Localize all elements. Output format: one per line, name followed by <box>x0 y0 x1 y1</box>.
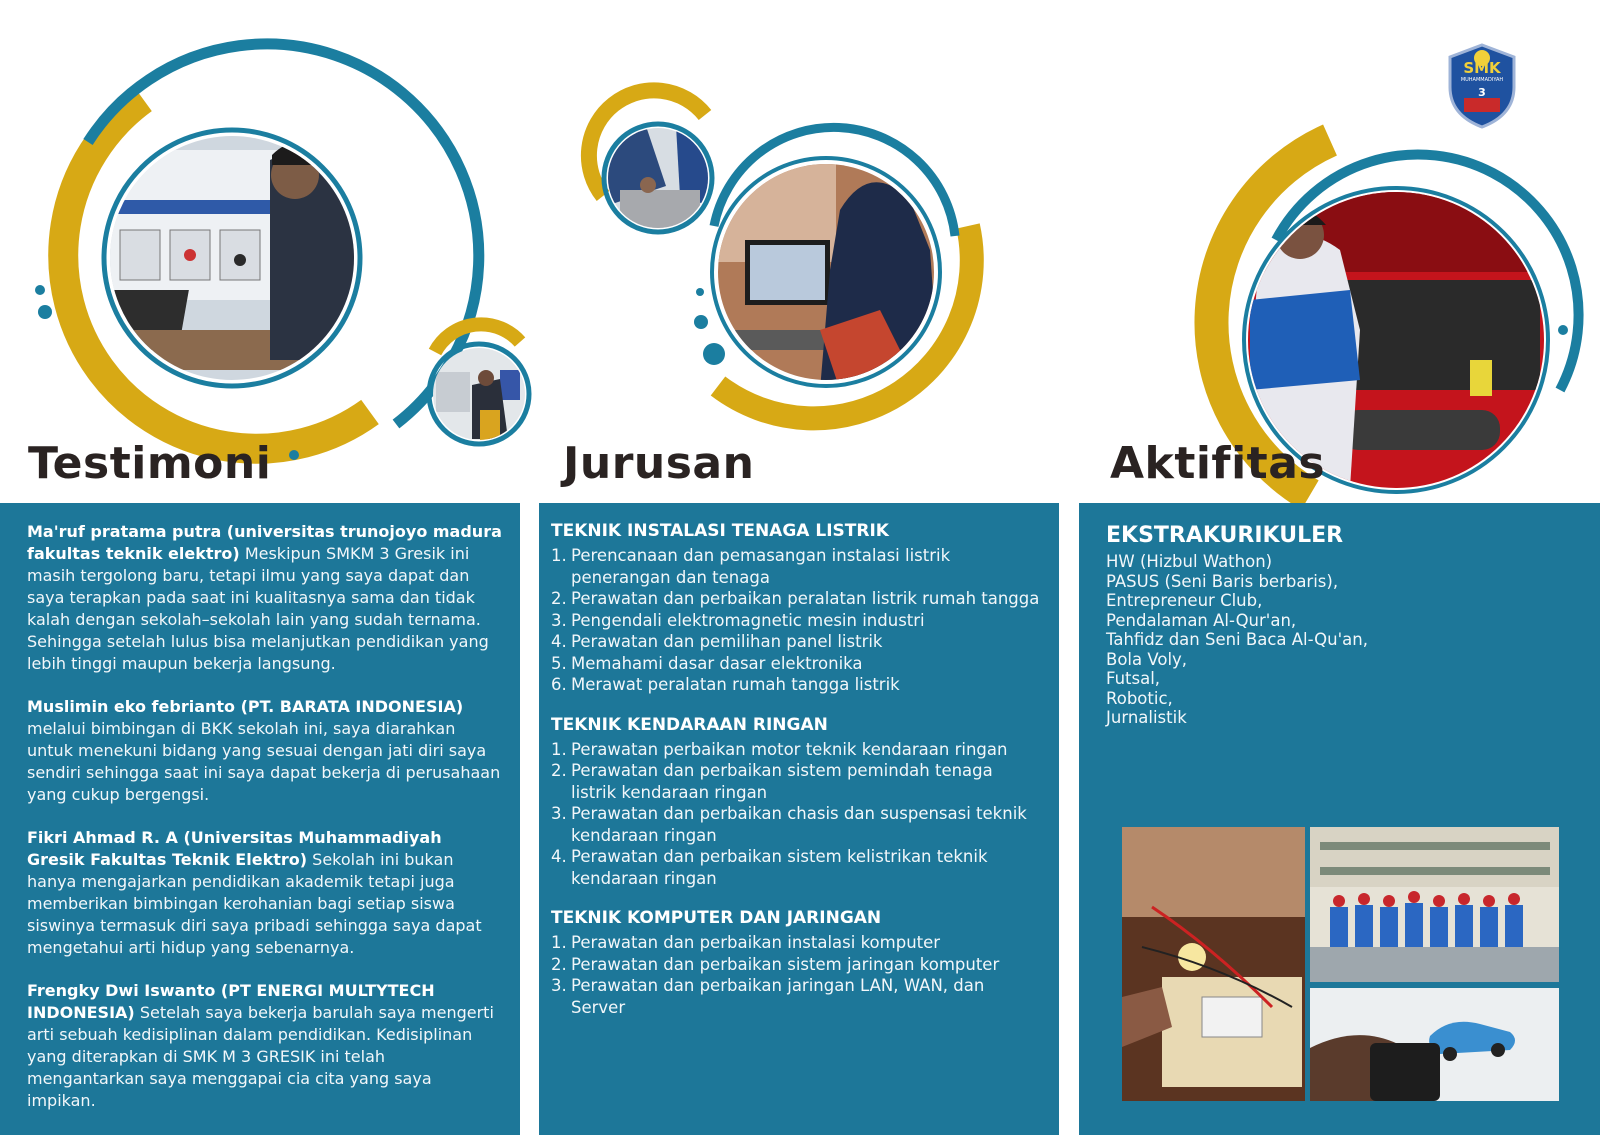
testimoni-text: melalui bimbingan di BKK sekolah ini, saya diarahkan untuk menekuni bidang yang sesuai dengan jati diri saya sendiri sehingga saat ini saya dapat bekerja di perusahaan yang cukup bergengsi. <box>27 719 501 804</box>
list-item: PASUS (Seni Baris berbaris), <box>1106 571 1339 591</box>
photo-group-students <box>1310 827 1559 982</box>
testimoni-panel <box>0 503 520 1135</box>
jurusan-panel <box>539 503 1059 1135</box>
heading-testimoni: Testimoni <box>28 438 272 489</box>
list-item: Robotic, <box>1106 688 1173 708</box>
list-item: 1. Perawatan dan perbaikan instalasi komputer <box>551 933 941 952</box>
list-item: 4. Perawatan dan perbaikan sistem kelistrikan teknik kendaraan ringan <box>551 847 988 888</box>
ekstrakurikuler-list <box>1106 552 1584 728</box>
heading-jurusan: Jurusan <box>563 438 755 489</box>
list-item: Pendalaman Al-Qur'an, <box>1106 610 1297 630</box>
department-list <box>551 545 1043 696</box>
photo-electronics-project <box>1122 827 1305 1101</box>
logo-number: 3 <box>1478 86 1486 99</box>
photo-circuit-hands <box>606 126 710 230</box>
logo-text: SMK <box>1463 59 1501 77</box>
list-item: Bola Voly, <box>1106 649 1188 669</box>
department-list <box>551 739 1043 890</box>
list-item: 1. Perawatan perbaikan motor teknik kendaraan ringan <box>551 739 1008 759</box>
school-logo <box>1450 60 1514 100</box>
list-item: 5. Memahami dasar dasar elektronika <box>551 653 863 673</box>
testimoni-name: Ma'ruf pratama putra (universitas trunojoyo madura fakultas teknik elektro) <box>27 522 502 563</box>
testimoni-name: Frengky Dwi Iswanto (PT ENERGI MULTYTECH INDONESIA) <box>27 981 435 1022</box>
testimoni-name: Fikri Ahmad R. A (Universitas Muhammadiyah Gresik Fakultas Teknik Elektro) <box>27 828 442 869</box>
department-title: TEKNIK INSTALASI TENAGA LISTRIK <box>551 521 889 541</box>
list-item: 4. Perawatan dan pemilihan panel listrik <box>551 632 883 651</box>
list-item: 2. Perawatan dan perbaikan sistem pemindah tenaga listrik kendaraan ringan <box>551 761 993 802</box>
testimoni-item <box>27 696 504 806</box>
testimoni-item <box>27 521 504 675</box>
list-item: Tahfidz dan Seni Baca Al-Qu'an, <box>1106 630 1368 649</box>
list-item: Futsal, <box>1106 669 1161 688</box>
testimoni-item <box>27 827 504 959</box>
department-list <box>551 932 1043 1018</box>
testimoni-text: Sekolah ini bukan hanya mengajarkan pendidikan akademik tetapi juga memberikan bimbingan kerohanian bagi setiap siswa siswinya termasuk diri saya pribadi sehingga saya dapat mengetahui arti hidup yang sebenarnya. <box>27 850 482 957</box>
list-item: 3. Perawatan dan perbaikan chasis dan suspensasi teknik kendaraan ringan <box>551 804 1027 845</box>
list-item: 2. Perawatan dan perbaikan peralatan listrik rumah tangga <box>551 589 1040 608</box>
department-block <box>551 714 1043 890</box>
testimoni-text: Meskipun SMKM 3 Gresik ini masih tergolong baru, tetapi ilmu yang saya dapat dan saya terapkan pada saat ini kualitasnya sama dan tidak kalah dengan sekolah–sekolah lain yang sudah ternama. Sehingga setelah lulus bisa melanjutkan pendidikan yang lebih tinggi maupun bekerja langsung. <box>27 544 489 673</box>
heading-aktifitas: Aktifitas <box>1110 438 1326 489</box>
list-item: Jurnalistik <box>1106 708 1187 727</box>
logo-sub: MUHAMMADIYAH <box>1460 77 1504 83</box>
list-item: Entrepreneur Club, <box>1106 591 1263 610</box>
department-title: TEKNIK KOMPUTER DAN JARINGAN <box>551 908 882 928</box>
list-item: 2. Perawatan dan perbaikan sistem jaringan komputer <box>551 954 1000 974</box>
department-block <box>551 520 1043 696</box>
department-title: TEKNIK KENDARAAN RINGAN <box>551 714 828 735</box>
testimoni-item <box>27 980 504 1112</box>
list-item: 6. Merawat peralatan rumah tangga listrik <box>551 675 900 694</box>
list-item: 1. Perencanaan dan pemasangan instalasi listrik penerangan dan tenaga <box>551 546 951 587</box>
testimoni-name: Muslimin eko febrianto (PT. BARATA INDONESIA) <box>27 697 464 716</box>
list-item: 3. Pengendali elektromagnetic mesin industri <box>551 610 925 630</box>
list-item: HW (Hizbul Wathon) <box>1106 552 1273 571</box>
list-item: 3. Perawatan dan perbaikan jaringan LAN, WAN, dan Server <box>551 976 985 1017</box>
photo-robot-car <box>1310 988 1559 1101</box>
ekstrakurikuler-title: EKSTRAKURIKULER <box>1106 523 1344 548</box>
testimoni-text: Setelah saya bekerja barulah saya mengerti arti sebuah kedisiplinan dalam pendidikan. Kedisiplinan yang diterapkan di SMK M 3 GRESIK ini telah mengantarkan saya menggapai cia cita yang saya impikan. <box>27 1003 494 1110</box>
department-block <box>551 907 1043 1018</box>
